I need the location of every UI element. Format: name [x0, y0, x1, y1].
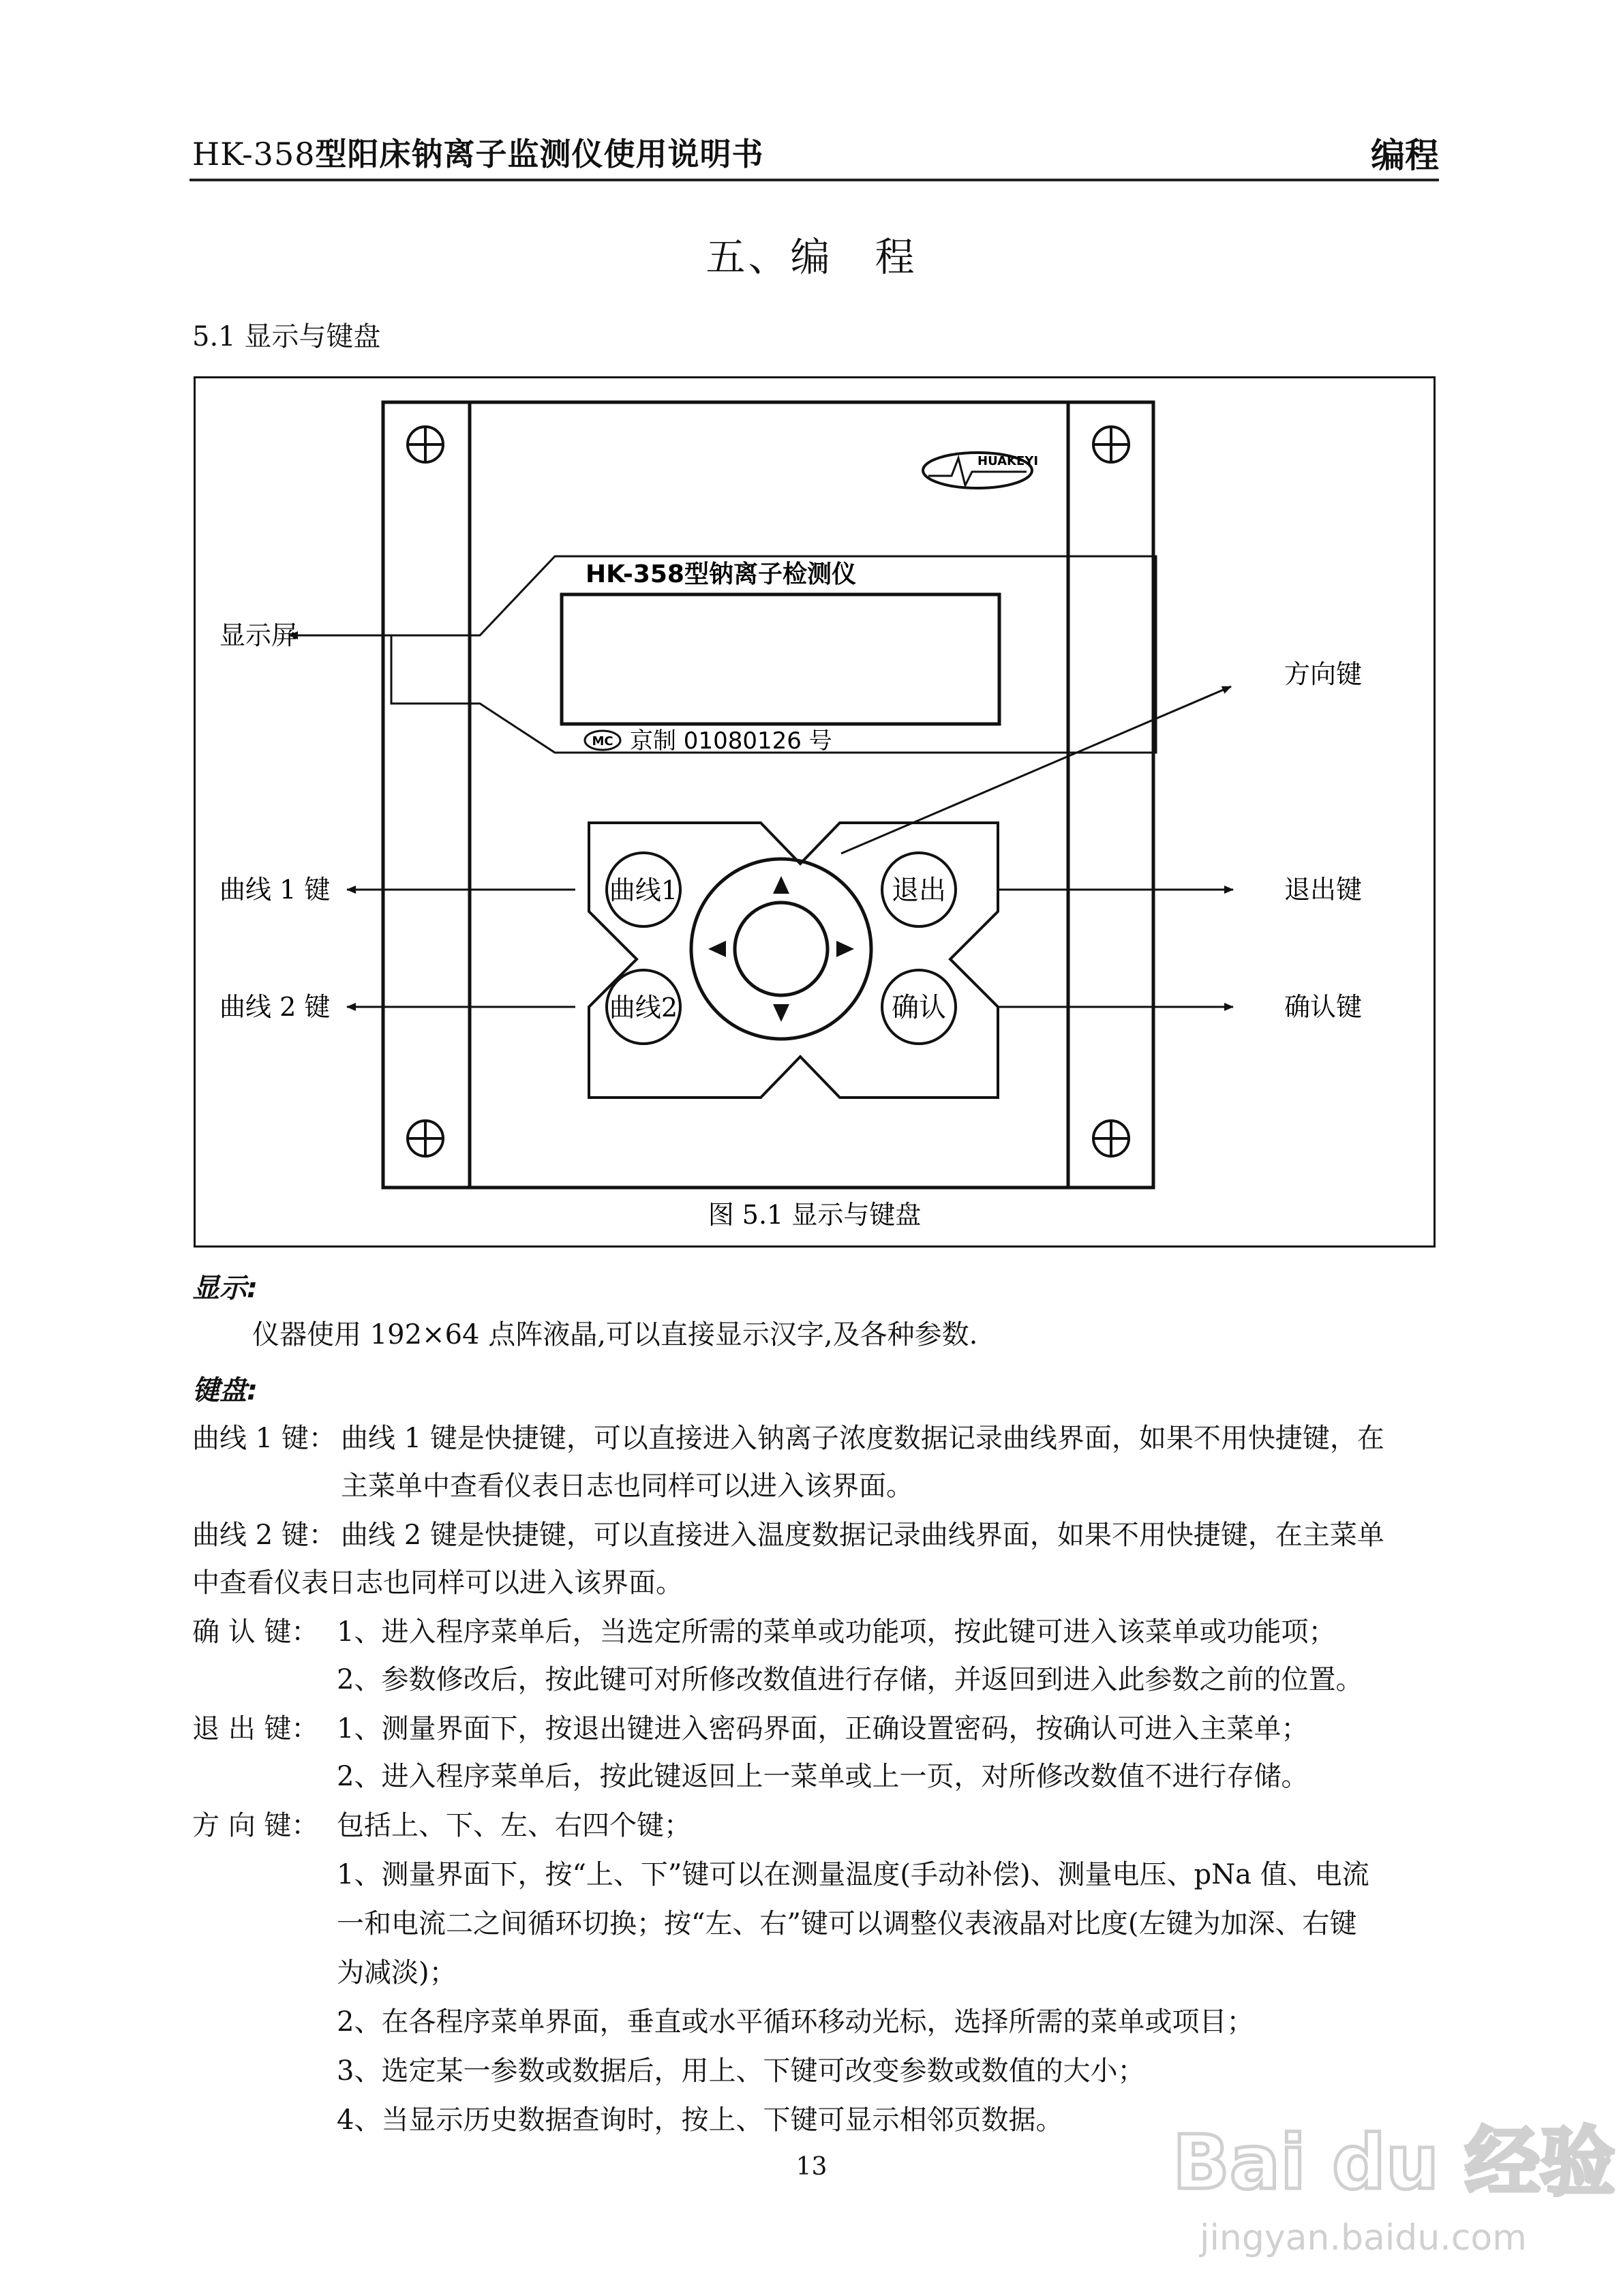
key-desc-line: 为减淡)；: [337, 1957, 457, 1989]
device-panel: [383, 402, 1153, 1188]
lcd-screen: [562, 594, 999, 724]
cert-text: 京制 01080126 号: [630, 727, 832, 755]
screw-icon: [1093, 1121, 1129, 1156]
header-title: [192, 130, 763, 175]
key-desc-line: 3、选定某一参数或数据后，用上、下键可改变参数或数值的大小；: [337, 2055, 1145, 2087]
key-desc-line: 包括上、下、左、右四个键；: [337, 1810, 691, 1841]
screen-title: HK-358型钠离子检测仪: [586, 560, 856, 588]
curve2-callout-label: 曲线 2 键: [219, 992, 331, 1022]
key-desc-line: 主菜单中查看仪表日志也同样可以进入该界面。: [341, 1470, 913, 1502]
key-desc-label: 确 认 键：: [192, 1616, 319, 1648]
doc-code: HK-358: [192, 136, 316, 172]
header-rule: [189, 179, 1439, 181]
screw-icon: [408, 427, 443, 462]
page-number: 13: [795, 2153, 828, 2181]
watermark: [1159, 2079, 1616, 2284]
key-desc-line: 1、测量界面下，按“上、下”键可以在测量温度(手动补偿)、测量电压、pNa 值、电流: [337, 1859, 1369, 1890]
watermark-brand: Bai du 经验: [1172, 2119, 1616, 2206]
key-desc-line: 4、当显示历史数据查询时，按上、下键可显示相邻页数据。: [337, 2104, 1063, 2136]
confirm-key-label: 确认: [892, 992, 946, 1023]
exit-key-label: 退出: [892, 875, 946, 906]
key-desc-line: 2、在各程序菜单界面，垂直或水平循环移动光标，选择所需的菜单或项目；: [337, 2006, 1254, 2038]
watermark-url: jingyan.baidu.com: [1200, 2218, 1527, 2259]
keyboard-heading: 键盘:: [192, 1375, 258, 1406]
curve2-key-label: 曲线2: [609, 993, 678, 1023]
key-desc-line: 1、进入程序菜单后，当选定所需的菜单或功能项，按此键可进入该菜单或功能项；: [337, 1616, 1336, 1648]
chapter-title: 五、编 程: [706, 234, 917, 280]
cert-mark-text: MC: [592, 734, 613, 749]
doc-title: 型阳床钠离子监测仪使用说明书: [315, 136, 764, 172]
display-heading: 显示:: [192, 1273, 258, 1304]
curve1-key-label: 曲线1: [609, 875, 678, 905]
confirm-callout-label: 确认键: [1284, 992, 1363, 1022]
screw-icon: [408, 1121, 443, 1156]
screw-icon: [1093, 427, 1129, 462]
device-figure: [194, 376, 1436, 1248]
key-desc-label: 退 出 键：: [192, 1713, 319, 1744]
curve1-callout-label: 曲线 1 键: [219, 875, 331, 905]
display-text: 仪器使用 192×64 点阵液晶,可以直接显示汉字,及各种参数.: [252, 1319, 978, 1350]
figure-caption: 图 5.1 显示与键盘: [708, 1200, 922, 1230]
header-section-label: 编程: [1371, 136, 1439, 175]
key-desc-label: 曲线 1 键：: [192, 1423, 336, 1454]
section-heading: 5.1 显示与键盘: [192, 321, 381, 352]
brand-logo-text: HUAKEYI: [977, 454, 1039, 468]
direction-callout-label: 方向键: [1284, 659, 1363, 689]
key-desc-line: 2、进入程序菜单后，按此键返回上一菜单或上一页，对所修改数值不进行存储。: [337, 1761, 1309, 1792]
key-desc-line: 2、参数修改后，按此键可对所修改数值进行存储，并返回到进入此参数之前的位置。: [337, 1664, 1363, 1695]
key-desc-label: 方 向 键：: [192, 1810, 319, 1841]
key-desc-line: 曲线 2 键是快捷键，可以直接进入温度数据记录曲线界面，如果不用快捷键，在主菜单: [341, 1520, 1384, 1551]
key-desc-line: 中查看仪表日志也同样可以进入该界面。: [192, 1567, 683, 1599]
display-callout-label: 显示屏: [219, 620, 298, 650]
exit-callout-label: 退出键: [1284, 875, 1363, 905]
key-desc-line: 一和电流二之间循环切换；按“左、右”键可以调整仪表液晶对比度(左键为加深、右键: [337, 1908, 1357, 1939]
key-desc-line: 1、测量界面下，按退出键进入密码界面，正确设置密码，按确认可进入主菜单；: [337, 1713, 1309, 1744]
key-desc-line: 曲线 1 键是快捷键，可以直接进入钠离子浓度数据记录曲线界面，如果不用快捷键，在: [341, 1423, 1384, 1454]
key-desc-label: 曲线 2 键：: [192, 1520, 336, 1551]
